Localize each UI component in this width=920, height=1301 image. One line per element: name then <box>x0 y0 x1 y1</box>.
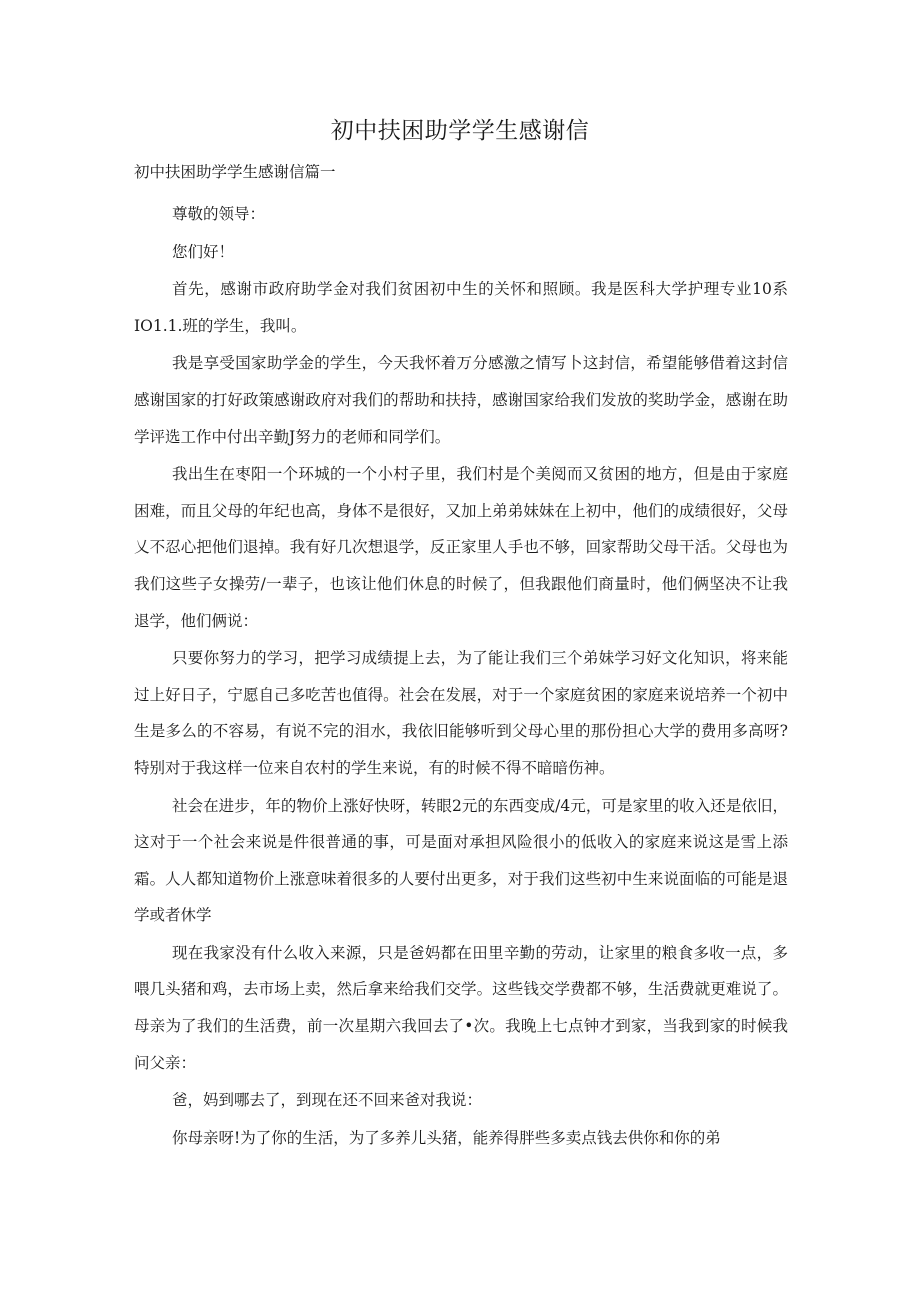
paragraph: 首先，感谢市政府助学金对我们贫困初中生的关怀和照顾。我是医科大学护理专业10系IO1.1.班的学生，我叫。 <box>134 280 788 335</box>
document-body <box>134 196 788 1157</box>
document-subtitle: 初中扶困助学学生感谢信篇一 <box>134 163 336 181</box>
paragraph-salutation: 尊敬的领导： <box>172 205 266 223</box>
paragraph: 爸，妈到哪去了，到现在还不回来爸对我说： <box>172 1091 483 1110</box>
paragraph: 社会在进步，年的物价上涨好快呀，转眼2元的东西变成/4元，可是家里的收入还是依旧，这对于一个社会来说是件很普通的事，可是面对承担风险很小的低收入的家庭来说这是雪上添霜。人人都知道物价上涨意味着很多的人要付出更多，对于我们这些初中生来说面临的可能是退学或者休学 <box>134 796 788 925</box>
document-title: 初中扶困助学学生感谢信 <box>330 118 590 144</box>
paragraph-greeting: 您们好！ <box>172 242 235 261</box>
paragraph: 我出生在枣阳一个环城的一个小村子里，我们村是个美阅而又贫困的地方，但是由于家庭困难，而且父母的年纪也高，身体不是很好，又加上弟弟妹妹在上初中，他们的成绩很好，父母乂不忍心把他们退掉。我有好几次想退学，反正家里人手也不够，回家帮助父母干活。父母也为我们这些子女操劳/一辈子，也该让他们休息的时候了，但我跟他们商量时，他们俩坚决不让我退学，他们俩说： <box>134 465 788 630</box>
paragraph: 只要你努力的学习，把学习成绩提上去，为了能让我们三个弟妹学习好文化知识，将来能过上好日子，宁愿自己多吃苦也值得。社会在发展，对于一个家庭贫困的家庭来说培养一个初中生是多么的不容易，有说不完的泪水，我依旧能够听到父母心里的那份担心大学的费用多高呀?特别对于我这样一位来自农村的学生来说，有的时候不得不暗暗伤神。 <box>134 649 788 777</box>
paragraph: 我是享受国家助学金的学生，今天我怀着万分感激之情写卜这封信，希望能够借着这封信感谢国家的打好政策感谢政府对我们的帮助和扶持，感谢国家给我们发放的奖助学金，感谢在助学评选工作中付出辛勤J努力的老师和同学们。 <box>134 354 788 446</box>
paragraph: 现在我家没有什么收入来源，只是爸妈都在田里辛勤的劳动，让家里的粮食多收一点，多喂几头猪和鸡，去市场上卖，然后拿来给我们交学。这些钱交学费都不够，生活费就更难说了。母亲为了我们的生活费，前一次星期六我回去了•次。我晚上七点钟才到家，当我到家的时候我问父亲： <box>134 943 788 1072</box>
paragraph: 你母亲呀!为了你的生活，为了多养儿头猪，能养得胖些多卖点钱去供你和你的弟 <box>172 1128 721 1147</box>
